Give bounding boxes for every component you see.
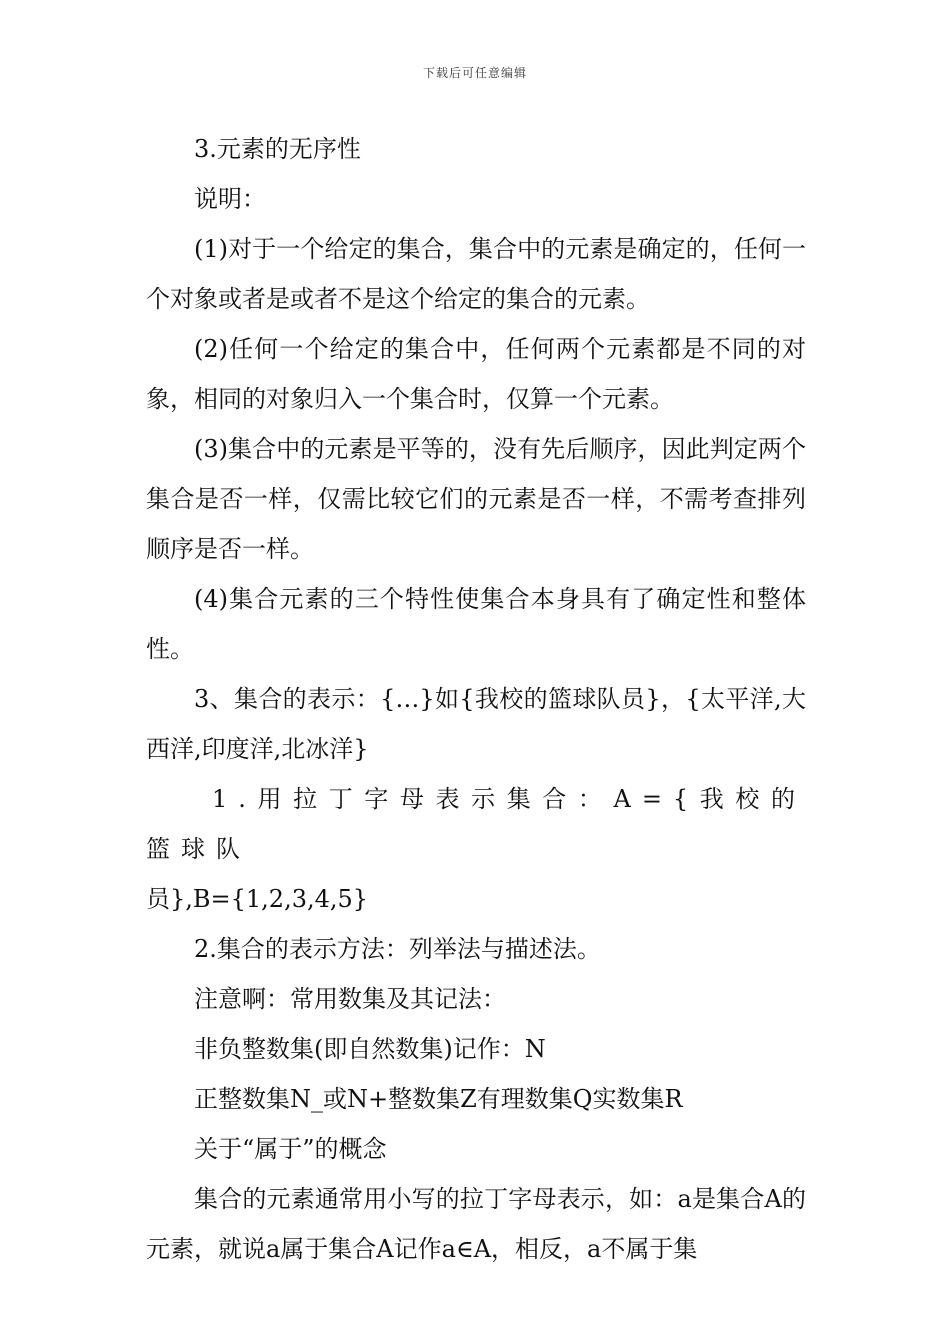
paragraph-note-2: (2)任何一个给定的集合中，任何两个元素都是不同的对象，相同的对象归入一个集合时，仅算一个元素。 [146, 335, 806, 413]
paragraph-note-3: (3)集合中的元素是平等的，没有先后顺序，因此判定两个集合是否一样，仅需比较它们的元素是否一样，不需考查排列顺序是否一样。 [146, 435, 806, 563]
paragraph-note-1: (1)对于一个给定的集合，集合中的元素是确定的，任何一个对象或者是或者不是这个给定的集合的元素。 [146, 235, 806, 313]
paragraph-representation-methods: 2.集合的表示方法：列举法与描述法。 [194, 935, 601, 963]
paragraph-explanation-label: 说明： [194, 185, 266, 213]
paragraph-note-4: (4)集合元素的三个特性使集合本身具有了确定性和整体性。 [146, 585, 806, 663]
latin-letters-line-2: 员},B={1,2,3,4,5} [146, 885, 369, 913]
latin-letters-line-1: 1.用拉丁字母表示集合：A={我校的篮球队 [146, 785, 806, 863]
paragraph-belongs-concept: 关于“属于”的概念 [194, 1135, 387, 1163]
page-header: 下载后可任意编辑 [422, 66, 527, 80]
paragraph-element-notation: 集合的元素通常用小写的拉丁字母表示，如：a是集合A的元素，就说a属于集合A记作a∈A，相反，a不属于集 [146, 1185, 806, 1263]
paragraph-number-sets: 正整数集N_或N+整数集Z有理数集Q实数集R [194, 1085, 683, 1113]
paragraph-common-number-sets: 注意啊：常用数集及其记法： [194, 985, 506, 1013]
paragraph-set-notation: 3、集合的表示：{…}如{我校的篮球队员}，{太平洋,大西洋,印度洋,北冰洋} [146, 685, 806, 763]
paragraph-unordered-heading: 3.元素的无序性 [194, 135, 361, 163]
paragraph-latin-letters [146, 774, 806, 924]
document-body [146, 124, 806, 1274]
paragraph-natural-numbers: 非负整数集(即自然数集)记作：N [194, 1035, 546, 1063]
